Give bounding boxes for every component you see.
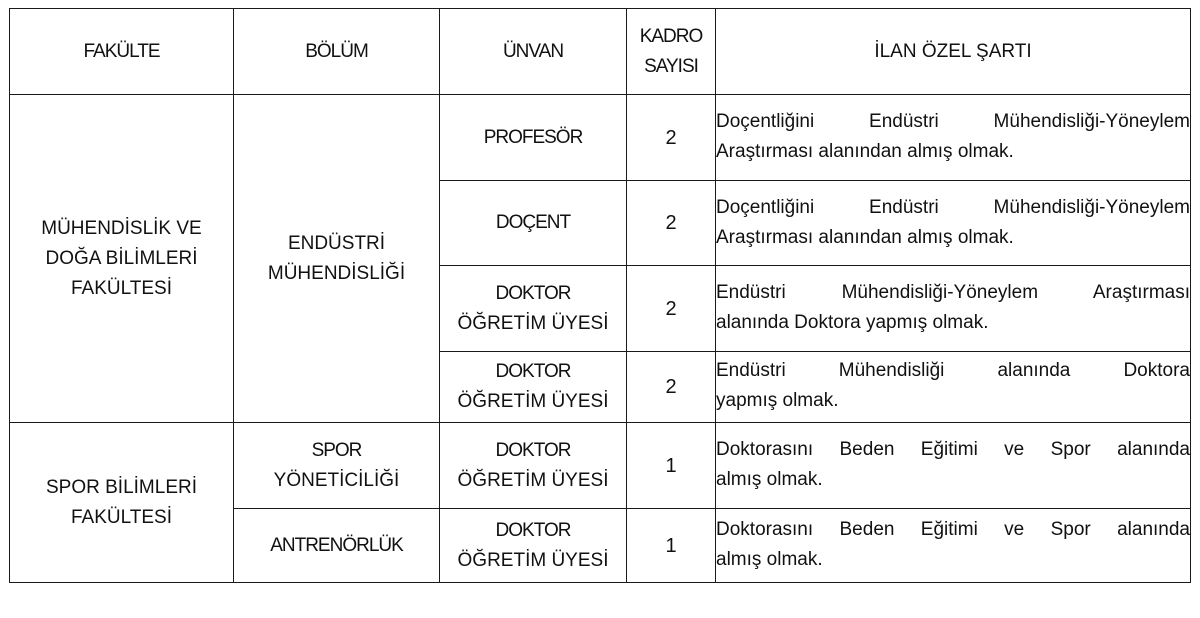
title-cell: PROFESÖR [440,95,627,181]
header-title: ÜNVAN [440,9,627,95]
position-table [9,8,1191,583]
title-cell: DOKTOR ÖĞRETİM ÜYESİ [440,266,627,352]
quota-cell: 2 [627,95,716,181]
header-faculty: FAKÜLTE [10,9,234,95]
header-quota-line1: KADRO [639,25,703,47]
quota-cell: 1 [627,423,716,509]
condition-cell: Endüstri Mühendisliği alanında Doktora yapmış olmak. [716,352,1191,423]
header-department: BÖLÜM [234,9,440,95]
condition-cell: Doçentliğini Endüstri Mühendisliği-Yöneylem Araştırması alanından almış olmak. [716,95,1191,181]
condition-cell: Doktorasını Beden Eğitimi ve Spor alanında almış olmak. [716,509,1191,583]
faculty-cell: MÜHENDİSLİK VE DOĞA BİLİMLERİ FAKÜLTESİ [10,95,234,423]
title-cell: DOÇENT [440,181,627,266]
quota-cell: 2 [627,266,716,352]
quota-cell: 1 [627,509,716,583]
header-row [10,9,1191,95]
faculty-cell: SPOR BİLİMLERİ FAKÜLTESİ [10,423,234,583]
title-cell: DOKTOR ÖĞRETİM ÜYESİ [440,352,627,423]
title-cell: DOKTOR ÖĞRETİM ÜYESİ [440,509,627,583]
title-cell: DOKTOR ÖĞRETİM ÜYESİ [440,423,627,509]
table-row [10,423,1191,509]
quota-cell: 2 [627,352,716,423]
department-cell: ENDÜSTRİ MÜHENDİSLİĞİ [234,95,440,423]
quota-cell: 2 [627,181,716,266]
condition-cell: Doktorasını Beden Eğitimi ve Spor alanında almış olmak. [716,423,1191,509]
department-cell: SPOR YÖNETİCİLİĞİ [234,423,440,509]
header-quota-line2: SAYISI [644,55,698,77]
header-condition: İLAN ÖZEL ŞARTI [716,9,1191,95]
condition-cell: Doçentliğini Endüstri Mühendisliği-Yöneylem Araştırması alanından almış olmak. [716,181,1191,266]
table-row [10,95,1191,181]
department-cell: ANTRENÖRLÜK [234,509,440,583]
condition-cell: Endüstri Mühendisliği-Yöneylem Araştırması alanında Doktora yapmış olmak. [716,266,1191,352]
header-quota [627,9,716,95]
